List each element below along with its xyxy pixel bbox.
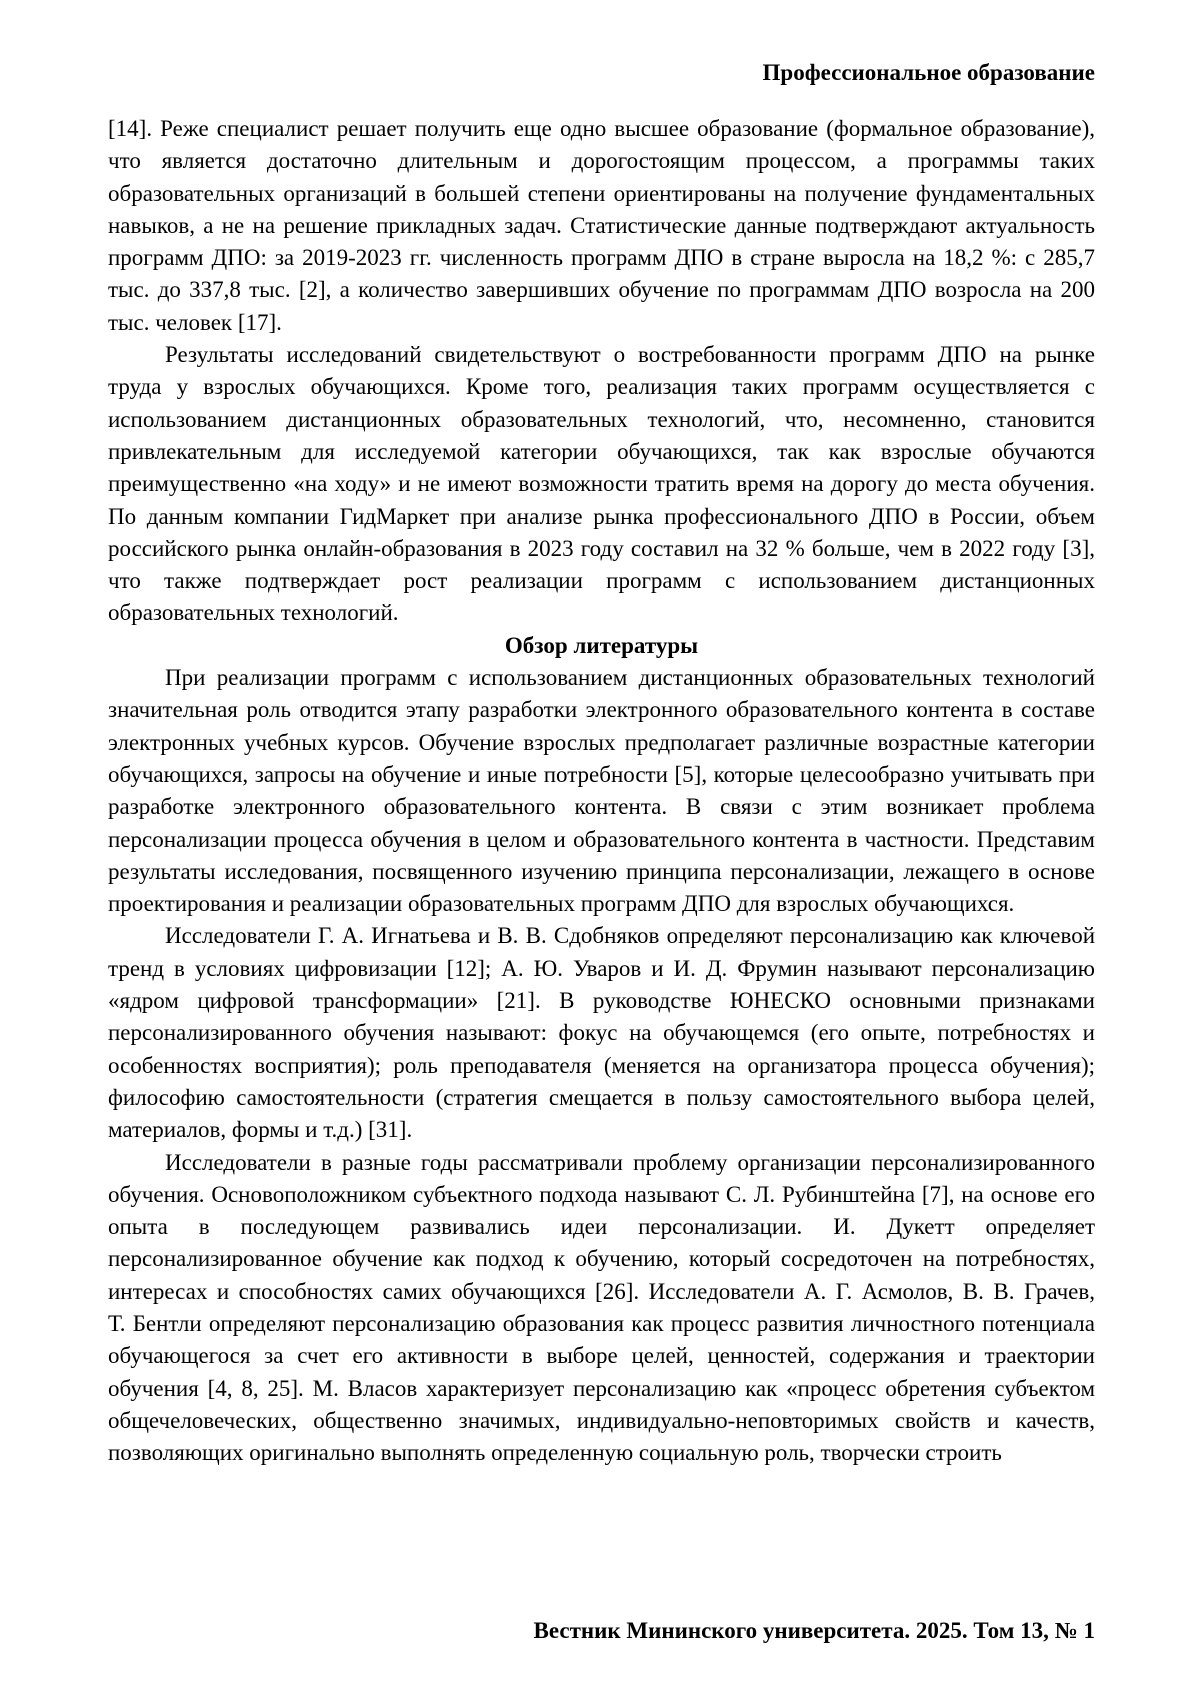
journal-footer-line: Вестник Мининского университета. 2025. Том 13, № 1: [533, 1618, 1095, 1643]
running-head-section-label: Профессиональное образование: [762, 60, 1095, 85]
paragraph: Результаты исследований свидетельствуют о востребованности программ ДПО на рынке труда у взрослых обучающихся. Кроме того, реализация таких программ осуществляется с использованием дистанционных образовательных технологий, что, несомненно, становится привлекательным для исследуемой категории обучающихся, так как взрослые обучаются преимущественно «на ходу» и не имеют возможности тратить время на дорогу до места обучения. По данным компании ГидМаркет при анализе рынка профессионального ДПО в России, объем российского рынка онлайн-образования в 2023 году составил на 32 % больше, чем в 2022 году [3], что также подтверждает рост реализации программ с использованием дистанционных образовательных технологий.: [108, 342, 1095, 626]
paragraph: Исследователи Г. А. Игнатьева и В. В. Сдобняков определяют персонализацию как ключевой тренд в условиях цифровизации [12]; А. Ю. Уваров и И. Д. Фрумин называют персонализацию «ядром цифровой трансформации» [21]. В руководстве ЮНЕСКО основными признаками персонализированного обучения называют: фокус на обучающемся (его опыте, потребностях и особенностях восприятия); роль преподавателя (меняется на организатора процесса обучения); философию самостоятельности (стратегия смещается в пользу самостоятельного выбора целей, материалов, формы и т.д.) [31].: [108, 923, 1095, 1143]
paragraph: При реализации программ с использованием дистанционных образовательных технологий значительная роль отводится этапу разработки электронного образовательного контента в составе электронных учебных курсов. Обучение взрослых предполагает различные возрастные категории обучающихся, запросы на обучение и иные потребности [5], которые целесообразно учитывать при разработке электронного образовательного контента. В связи с этим возникает проблема персонализации процесса обучения в целом и образовательного контента в частности. Представим результаты исследования, посвященного изучению принципа персонализации, лежащего в основе проектирования и реализации образовательных программ ДПО для взрослых обучающихся.: [108, 665, 1095, 917]
section-heading-literature-review: Обзор литературы: [504, 632, 699, 658]
paragraph-continuation: [14]. Реже специалист решает получить еще одно высшее образование (формальное образование), что является достаточно длительным и дорогостоящим процессом, а программы таких образовательных организаций в большей степени ориентированы на получение фундаментальных навыков, а не на решение прикладных задач. Статистические данные подтверждают актуальность программ ДПО: за 2019-2023 гг. численность программ ДПО в стране выросла на 18,2 %: с 285,7 тыс. до 337,8 тыс. [2], а количество завершивших обучение по программам ДПО возросла на 200 тыс. человек [17].: [108, 116, 1095, 335]
paragraph: Исследователи в разные годы рассматривали проблему организации персонализированного обучения. Основоположником субъектного подхода называют С. Л. Рубинштейна [7], на основе его опыта в последующем развивались идеи персонализации. И. Дукетт определяет персонализированное обучение как подход к обучению, который сосредоточен на потребностях, интересах и способностях самих обучающихся [26]. Исследователи А. Г. Асмолов, В. В. Грачев, Т. Бентли определяют персонализацию образования как процесс развития личностного потенциала обучающегося за счет его активности в выборе целей, ценностей, содержания и траектории обучения [4, 8, 25]. М. Власов характеризует персонализацию как «процесс обретения субъектом общечеловеческих, общественно значимых, индивидуально-неповторимых свойств и качеств, позволяющих оригинально выполнять определенную социальную роль, творчески строить: [108, 1149, 1095, 1466]
article-body: [108, 113, 1095, 1469]
